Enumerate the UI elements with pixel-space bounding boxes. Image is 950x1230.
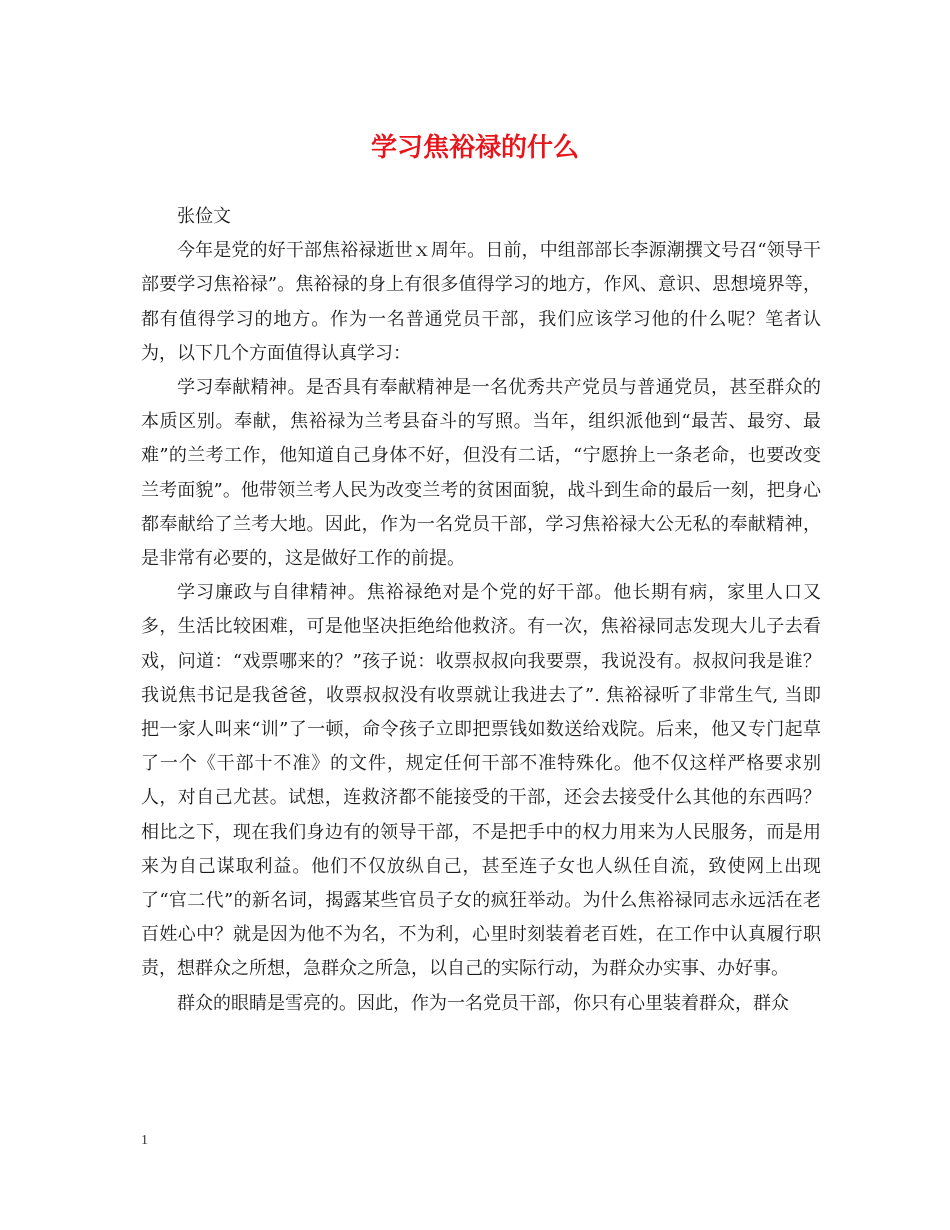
page-number: 1 [141,1133,148,1148]
paragraph-intro: 今年是党的好干部焦裕禄逝世ｘ周年。日前，中组部部长李源潮撰文号召“领导干部要学习焦裕禄”。焦裕禄的身上有很多值得学习的地方，作风、意识、思想境界等，都有值得学习的地方。作为一名普通党员干部，我们应该学习他的什么呢？笔者认为，以下几个方面值得认真学习： [141,240,821,364]
document-title: 学习焦裕禄的什么 [370,133,579,163]
document-body [141,200,821,1021]
paragraph-integrity: 学习廉政与自律精神。焦裕禄绝对是个党的好干部。他长期有病，家里人口又多，生活比较困难，可是他坚决拒绝给他救济。有一次，焦裕禄同志发现大儿子去看戏，问道：“戏票哪来的？”孩子说：收票叔叔向我要票，我说没有。叔叔问我是谁？我说焦书记是我爸爸，收票叔叔没有收票就让我进去了”. 焦裕禄听了非常生气, 当即把一家人叫来“训”了一顿，命令孩子立即把票钱如数送给戏院。后来，他又专门起草了一个《干部十不准》的文件，规定任何干部不准特殊化。他不仅这样严格要求别人，对自己尤甚。试想，连救济都不能接受的干部，还会去接受什么其他的东西吗？相比之下，现在我们身边有的领导干部，不是把手中的权力用来为人民服务，而是用来为自己谋取利益。他们不仅放纵自己，甚至连子女也人纵任自流，致使网上出现了“官二代”的新名词，揭露某些官员子女的疯狂举动。为什么焦裕禄同志永远活在老百姓心中？就是因为他不为名，不为利，心里时刻装着老百姓，在工作中认真履行职责，想群众之所想，急群众之所急，以自己的实际行动，为群众办实事、办好事。 [141,582,821,980]
paragraph-masses: 群众的眼睛是雪亮的。因此，作为一名党员干部，你只有心里装着群众，群众 [177,992,789,1014]
author-line: 张俭文 [177,206,231,227]
paragraph-dedication: 学习奉献精神。是否具有奉献精神是一名优秀共产党员与普通党员，甚至群众的本质区别。奉献，焦裕禄为兰考县奋斗的写照。当年，组织派他到“最苦、最穷、最难”的兰考工作，他知道自己身体不好，但没有二话，“宁愿拚上一条老命，也要改变兰考面貌”。他带领兰考人民为改变兰考的贫困面貌，战斗到生命的最后一刻，把身心都奉献给了兰考大地。因此，作为一名党员干部，学习焦裕禄大公无私的奉献精神，是非常有必要的，这是做好工作的前提。 [141,377,821,570]
